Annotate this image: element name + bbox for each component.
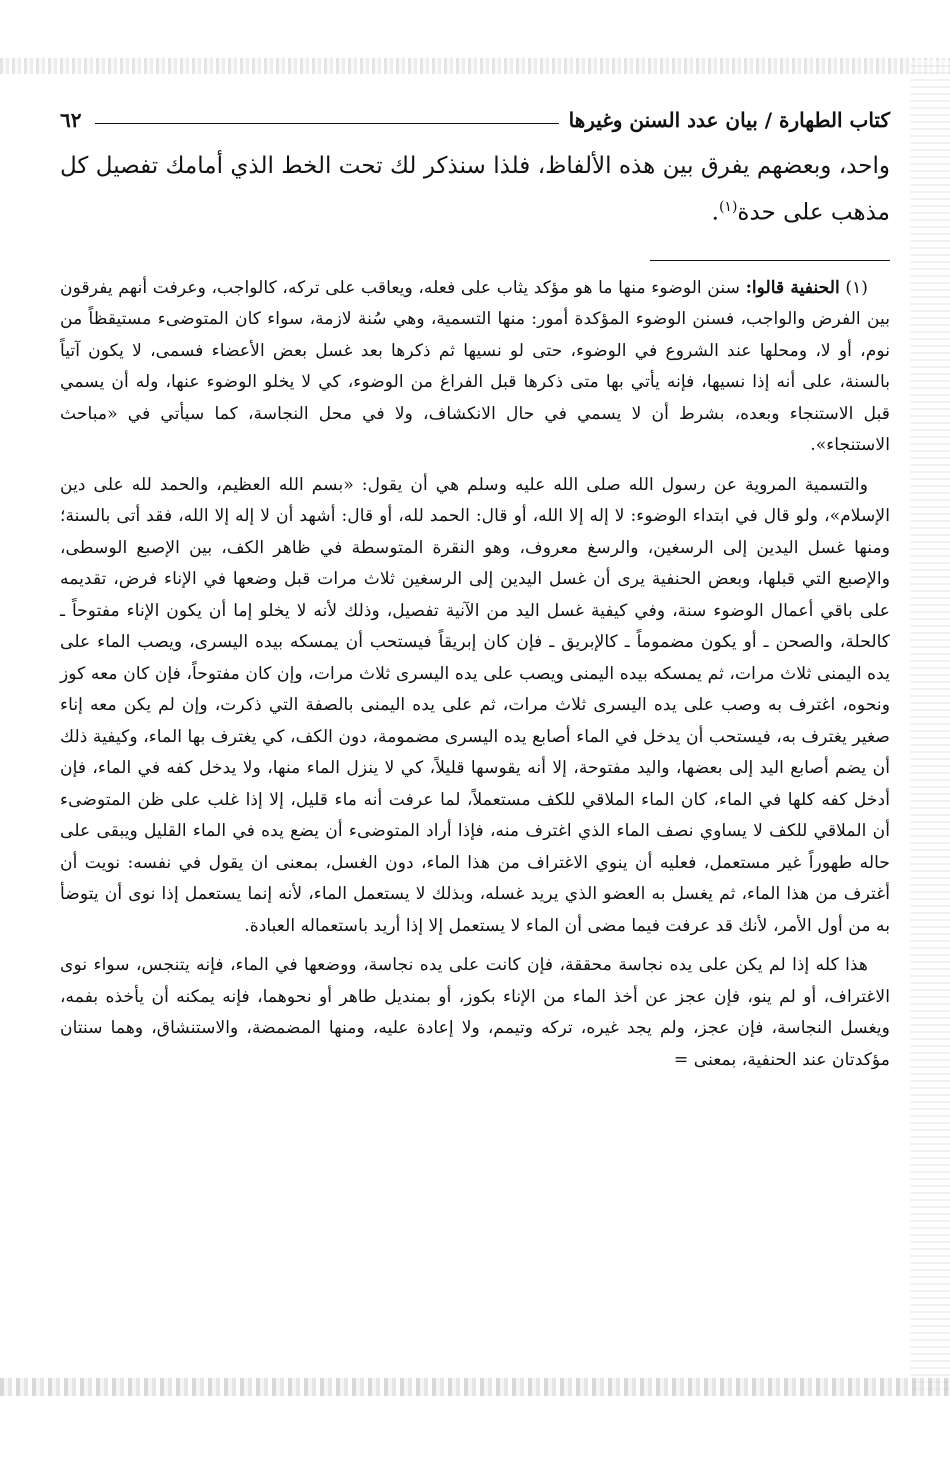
footnote-reference: (١) <box>718 199 738 215</box>
footnote-paragraph-1 <box>60 273 890 462</box>
scan-border-right <box>910 60 950 1390</box>
footnote-marker: (١) <box>845 277 869 298</box>
footnote-paragraph-3: هذا كله إذا لم يكن على يده نجاسة محققة، فإن كانت على يده نجاسة، ووضعها في الماء، فإنه يتنجس، سواء نوى الاغتراف، أو لم ينو، فإن عجز عن أخذ الماء من الإناء بكوز، أو بمنديل طاهر أو نحوهما، فإنه يمكنه أن يأخذه بفمه، ويغسل النجاسة، فإن عجز، ولم يجد غيره، تركه وتيمم، ولا إعادة عليه، ومنها المضمضة، والاستنشاق، وهما سنتان مؤكدتان عند الحنفية، بمعنى = <box>60 955 890 1070</box>
main-end-punct: . <box>711 199 719 226</box>
page-number: ٦٢ <box>60 108 82 132</box>
header-rule <box>95 123 558 124</box>
scan-border-top <box>0 58 950 74</box>
main-paragraph: واحد، وبعضهم يفرق بين هذه الألفاظ، فلذا سنذكر لك تحت الخط الذي أمامك تفصيل كل مذهب على حدة <box>60 153 890 226</box>
footnotes <box>60 273 890 1077</box>
page-header <box>60 92 890 132</box>
running-title: كتاب الطهارة / بيان عدد السنن وغيرها <box>568 108 890 132</box>
footnote-separator <box>650 260 890 261</box>
scan-border-bottom <box>0 1378 950 1396</box>
footnote-paragraph-2: والتسمية المروية عن رسول الله صلى الله عليه وسلم هي أن يقول: «بسم الله العظيم، والحمد لله على دين الإسلام»، ولو قال في ابتداء الوضوء: لا إله إلا الله، أو قال: الحمد لله، أو قال: أشهد أن لا إله إلا الله، فقد أتى بالسنة؛ ومنها غسل اليدين إلى الرسغين، والرسغ معروف، وهو النقرة المتوسطة في ظاهر الكف، بين الإصبع الوسطى، والإصبع التي قبلها، وبعض الحنفية يرى أن غسل اليدين إلى الرسغين ثلاث مرات قبل وضعها في الإناء فرض، تقديمه على باقي أعمال الوضوء سنة، وفي كيفية غسل اليد من الآنية تفصيل، وذلك لأنه لا يخلو إما أن يكون الإناء مفتوحاً ـ كالحلة، والصحن ـ أو يكون مضموماً ـ كالإبريق ـ فإن كان إبريقاً فيستحب أن يمسكه بيده اليسرى، ويصب الماء على يده اليمنى ثلاث مرات، ثم يمسكه بيده اليمنى ويصب على يده اليسرى ثلاث مرات، وإن كان مفتوحاً، فإن كان معه كوز ونحوه، اغترف به وصب على يده اليسرى ثلاث مرات، ثم على يده اليمنى بالصفة التي ذكرت، وإن لم يكن معه إناء صغير يغترف به، فيستحب أن يدخل في الماء أصابع يده اليسرى مضمومة، دون الكف، كي يغترف بها الماء، وكيفية ذلك أن يضم أصابع اليد إلى بعضها، واليد مفتوحة، إلا أنه يقوسها قليلاً، كي لا ينزل الماء منها، ولا يدخل كفه في الماء، فإن أدخل كفه كلها في الماء، كان الماء الملاقي للكف مستعملاً، لما عرفت أنه ماء قليل، إلا إذا غلب على ظن المتوضىء أن الملاقي للكف لا يساوي نصف الماء الذي اغترف منه، فإذا أراد المتوضىء أن يضع يده في الماء القليل ويبقى على حاله طهوراً غير مستعمل، فعليه أن ينوي الاغتراف من هذا الماء، دون الغسل، بمعنى ان يقول في نفسه: نويت أن أغترف من هذا الماء، ثم يغسل به العضو الذي يريد غسله، وبذلك لا يستعمل الماء، لأنه إنما يستعمل إذا نوى أن يتوضأ به من أول الأمر، لأنك قد عرفت فيما مضى أن الماء لا يستعمل إلا إذا أريد باستعماله العبادة. <box>60 474 890 936</box>
main-text <box>60 146 890 234</box>
footnote-text-1: سنن الوضوء منها ما هو مؤكد يثاب على فعله، ويعاقب على تركه، كالواجب، وعرفت أنهم يفرقون بين الفرض والواجب، فسنن الوضوء المؤكدة أمور: منها التسمية، وهي سُنة لازمة، سواء كان المتوضىء مستيقظاً من نوم، أو لا، ومحلها عند الشروع في الوضوء، حتى لو نسيها ثم ذكرها بعد غسل بعض الأعضاء فسمى، لا يكون آتياً بالسنة، على أنه إذا نسيها، فإنه يأتي بها متى ذكرها قبل الفراغ من الوضوء، كي لا يخلو الوضوء عنها، وله أن يسمي قبل الاستنجاء وبعده، بشرط أن لا يسمي في حال الانكشاف، ولا في محل النجاسة، كما سيأتي في «مباحث الاستنجاء». <box>60 277 890 456</box>
footnote-lead: الحنفية قالوا: <box>745 277 840 298</box>
book-page <box>60 92 890 1076</box>
